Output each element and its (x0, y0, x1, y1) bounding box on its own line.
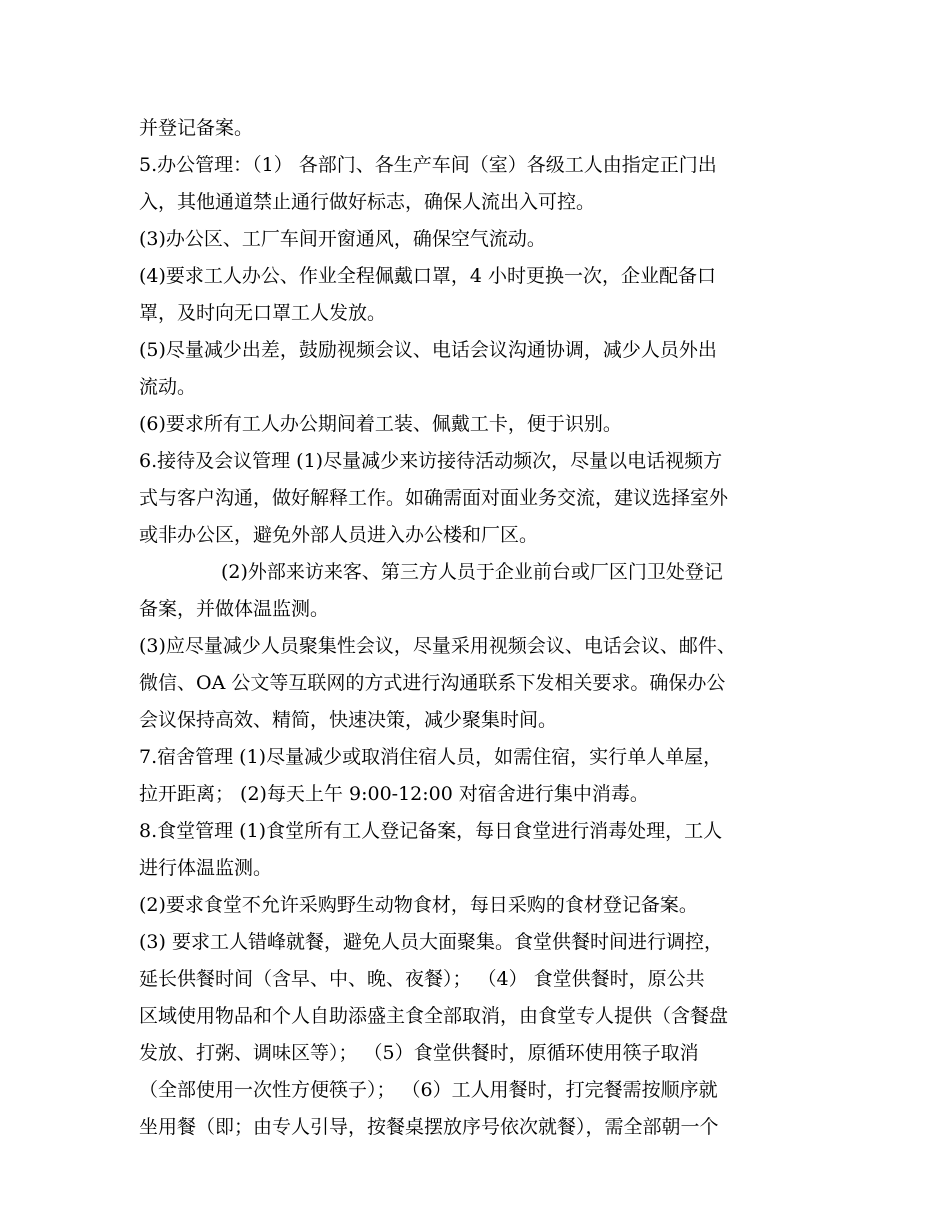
text-line: 发放、打粥、调味区等）； （5）食堂供餐时，原循环使用筷子取消 (139, 1042, 699, 1064)
text-line: 坐用餐（即；由专人引导，按餐桌摆放序号依次就餐），需全部朝一个 (139, 1116, 719, 1138)
text-line: 区域使用物品和个人自助添盛主食全部取消，由食堂专人提供（含餐盘 (139, 1005, 729, 1027)
text-line: 流动。 (139, 376, 197, 398)
text-line: 8.食堂管理 (1)食堂所有工人登记备案，每日食堂进行消毒处理，工人 (139, 820, 723, 842)
text-line: 入，其他通道禁止通行做好标志，确保人流出入可控。 (139, 191, 596, 213)
text-line: 或非办公区，避免外部人员进入办公楼和厂区。 (139, 524, 539, 546)
text-line: 备案，并做体温监测。 (139, 598, 330, 620)
text-line-indented: (2)外部来访来客、第三方人员于企业前台或厂区门卫处登记 (221, 561, 723, 583)
text-line: 罩，及时向无口罩工人发放。 (139, 302, 387, 324)
text-line: (5)尽量减少出差，鼓励视频会议、电话会议沟通协调，减少人员外出 (139, 339, 717, 361)
text-line: 6.接待及会议管理 (1)尽量减少来访接待活动频次，尽量以电话视频方 (139, 450, 723, 472)
text-line: (6)要求所有工人办公期间着工装、佩戴工卡，便于识别。 (139, 413, 622, 435)
text-line: (3)办公区、工厂车间开窗通风，确保空气流动。 (139, 228, 546, 250)
text-line: 延长供餐时间（含早、中、晚、夜餐）； （4） 食堂供餐时，原公共 (139, 968, 705, 990)
text-line: （全部使用一次性方便筷子）； （6）工人用餐时，打完餐需按顺序就 (139, 1079, 718, 1101)
text-line: (3)应尽量减少人员聚集性会议，尽量采用视频会议、电话会议、邮件、 (139, 635, 736, 657)
text-line: 5.办公管理：（1） 各部门、各生产车间（室）各级工人由指定正门出 (139, 154, 717, 176)
text-line: (3) 要求工人错峰就餐，避免人员大面聚集。食堂供餐时间进行调控， (139, 931, 723, 953)
text-line: 进行体温监测。 (139, 857, 273, 879)
text-line: 会议保持高效、精简，快速决策，减少聚集时间。 (139, 709, 558, 731)
text-line: 微信、OA 公文等互联网的方式进行沟通联系下发相关要求。确保办公 (139, 672, 726, 694)
text-line: 并登记备案。 (139, 117, 254, 139)
text-line: 拉开距离； (2)每天上午 9:00-12:00 对宿舍进行集中消毒。 (139, 783, 649, 805)
document-body (139, 110, 819, 1146)
text-line: 式与客户沟通，做好解释工作。如确需面对面业务交流，建议选择室外 (139, 487, 729, 509)
text-line: (4)要求工人办公、作业全程佩戴口罩，4 小时更换一次，企业配备口 (139, 265, 717, 287)
text-line: (2)要求食堂不允许采购野生动物食材，每日采购的食材登记备案。 (139, 894, 698, 916)
text-line: 7.宿舍管理 (1)尽量减少或取消住宿人员，如需住宿，实行单人单屋， (139, 746, 723, 768)
